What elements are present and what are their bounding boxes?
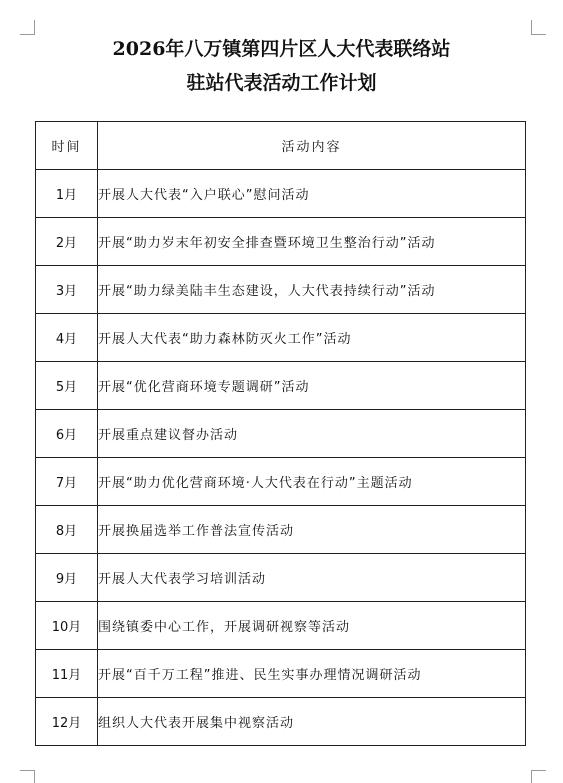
row-content: 开展“助力优化营商环境·人大代表在行动”主题活动 bbox=[98, 458, 526, 506]
row-month: 9月 bbox=[36, 554, 98, 602]
row-content: 围绕镇委中心工作，开展调研视察等活动 bbox=[98, 602, 526, 650]
document-title-line-2: 驻站代表活动工作计划 bbox=[186, 72, 377, 94]
row-content: 开展换届选举工作普法宣传活动 bbox=[98, 506, 526, 554]
table-row bbox=[36, 314, 526, 362]
header-content: 活动内容 bbox=[98, 122, 526, 170]
crop-mark-top-right bbox=[531, 20, 546, 35]
header-time: 时间 bbox=[36, 122, 98, 170]
row-content: 组织人大代表开展集中视察活动 bbox=[98, 698, 526, 746]
row-content: 开展重点建议督办活动 bbox=[98, 410, 526, 458]
document-title-line-1: 2026年八万镇第四片区人大代表联络站 bbox=[112, 38, 451, 60]
table-row bbox=[36, 218, 526, 266]
table-row bbox=[36, 362, 526, 410]
table-row bbox=[36, 698, 526, 746]
row-content: 开展人大代表“入户联心”慰问活动 bbox=[98, 170, 526, 218]
row-month: 1月 bbox=[36, 170, 98, 218]
row-month: 3月 bbox=[36, 266, 98, 314]
crop-mark-bottom-right bbox=[531, 770, 546, 783]
table-row bbox=[36, 266, 526, 314]
row-content: 开展“优化营商环境专题调研”活动 bbox=[98, 362, 526, 410]
row-month: 6月 bbox=[36, 410, 98, 458]
row-content: 开展“百千万工程”推进、民生实事办理情况调研活动 bbox=[98, 650, 526, 698]
row-month: 8月 bbox=[36, 506, 98, 554]
table-row bbox=[36, 170, 526, 218]
row-month: 7月 bbox=[36, 458, 98, 506]
row-month: 10月 bbox=[36, 602, 98, 650]
table-row bbox=[36, 410, 526, 458]
table-row bbox=[36, 458, 526, 506]
row-month: 11月 bbox=[36, 650, 98, 698]
activity-plan-table bbox=[35, 121, 526, 746]
table-row bbox=[36, 602, 526, 650]
table-header-row bbox=[36, 122, 526, 170]
row-month: 5月 bbox=[36, 362, 98, 410]
table-row bbox=[36, 506, 526, 554]
table-row bbox=[36, 554, 526, 602]
row-content: 开展“助力绿美陆丰生态建设，人大代表持续行动”活动 bbox=[98, 266, 526, 314]
table-row bbox=[36, 650, 526, 698]
crop-mark-bottom-left bbox=[20, 770, 35, 783]
row-month: 2月 bbox=[36, 218, 98, 266]
crop-mark-top-left bbox=[20, 20, 35, 35]
row-content: 开展人大代表学习培训活动 bbox=[98, 554, 526, 602]
row-month: 4月 bbox=[36, 314, 98, 362]
row-month: 12月 bbox=[36, 698, 98, 746]
row-content: 开展“助力岁末年初安全排查暨环境卫生整治行动”活动 bbox=[98, 218, 526, 266]
row-content: 开展人大代表“助力森林防灭火工作”活动 bbox=[98, 314, 526, 362]
